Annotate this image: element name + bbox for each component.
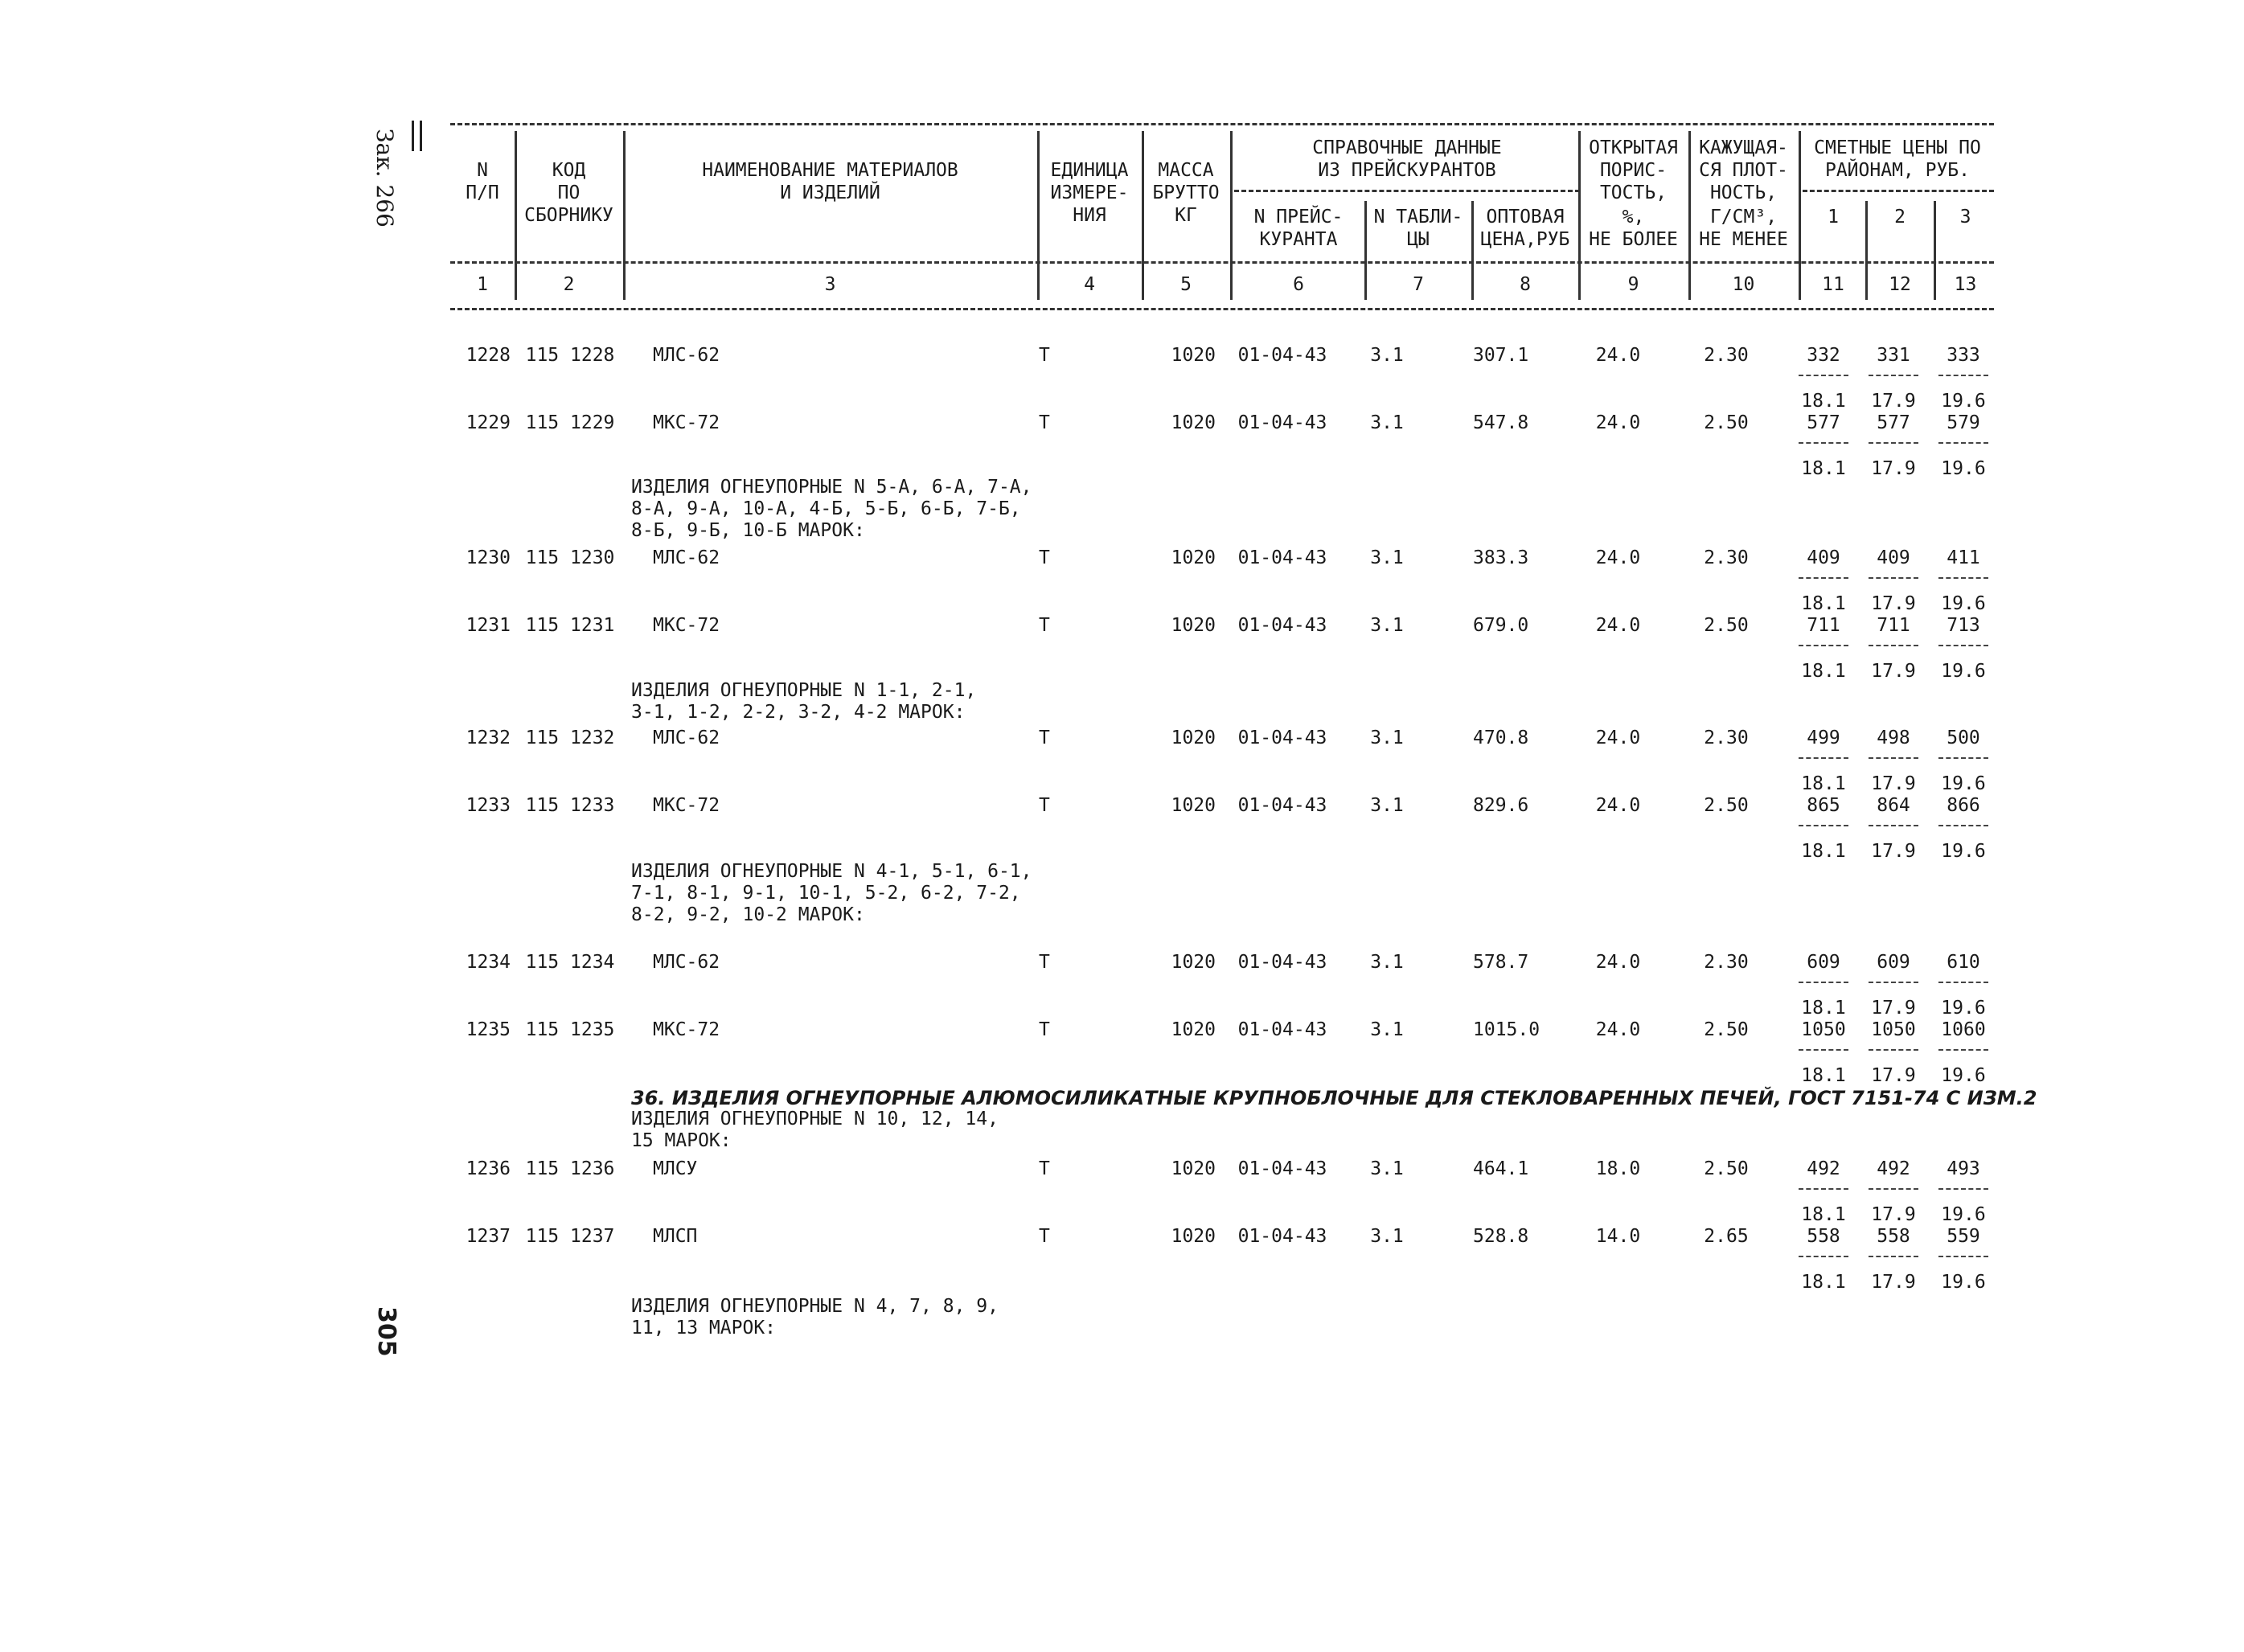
row-code: 115 1232 <box>525 728 615 748</box>
col10-line4: Г/СМ³, <box>1709 207 1778 228</box>
row-region1-price: 409 <box>1807 547 1840 568</box>
fraction-bar <box>1799 1049 1848 1051</box>
fraction-bar <box>1938 1188 1988 1190</box>
row-region1-price: 577 <box>1807 412 1840 433</box>
ref-group-line2: ИЗ ПРЕЙСКУРАНТОВ <box>1318 160 1496 181</box>
row-region1-coef: 18.1 <box>1801 1204 1846 1225</box>
row-region3-price: 713 <box>1947 615 1980 636</box>
row-table: 3.1 <box>1370 728 1404 748</box>
row-pricelist: 01-04-43 <box>1237 952 1327 973</box>
row-region3-price: 1060 <box>1941 1019 1986 1040</box>
row-region1-coef: 18.1 <box>1801 458 1846 479</box>
row-region2-coef: 17.9 <box>1871 773 1916 794</box>
row-region2-price: 331 <box>1877 345 1910 366</box>
row-code: 115 1231 <box>525 615 615 636</box>
group-caption: ИЗДЕЛИЯ ОГНЕУПОРНЫЕ N 1-1, 2-1, 3-1, 1-2, 2-2, 3-2, 4-2 МАРОК: <box>631 680 977 723</box>
row-unit: Т <box>1039 615 1050 636</box>
row-pricelist: 01-04-43 <box>1237 615 1327 636</box>
row-name: МЛС-62 <box>653 952 720 973</box>
row-region2-coef: 17.9 <box>1871 593 1916 614</box>
fraction-bar <box>1799 1256 1848 1257</box>
row-region2-price: 577 <box>1877 412 1910 433</box>
fraction-bar <box>1869 375 1918 376</box>
row-name: МКС-72 <box>653 795 720 816</box>
fraction-bar <box>1799 825 1848 826</box>
row-unit: Т <box>1039 795 1050 816</box>
section-heading: 36. ИЗДЕЛИЯ ОГНЕУПОРНЫЕ АЛЮМОСИЛИКАТНЫЕ КРУПНОБЛОЧНЫЕ ДЛЯ СТЕКЛОВАРЕННЫХ ПЕЧЕЙ, ГОСТ 7151-74 С ИЗМ.2 <box>631 1087 2037 1109</box>
row-wholesale-price: 1015.0 <box>1473 1019 1540 1040</box>
row-porosity: 24.0 <box>1595 615 1641 636</box>
row-name: МЛС-62 <box>653 345 720 366</box>
row-number: 1228 <box>466 345 511 366</box>
col10-line1: КАЖУЩАЯ- <box>1699 137 1788 158</box>
col5-line2: БРУТТО <box>1152 182 1220 203</box>
fraction-bar <box>1869 442 1918 444</box>
row-region1-coef: 18.1 <box>1801 593 1846 614</box>
col3-line1: НАИМЕНОВАНИЕ МАТЕРИАЛОВ <box>702 160 958 181</box>
row-region2-coef: 17.9 <box>1871 841 1916 862</box>
row-mass: 1020 <box>1171 728 1216 748</box>
col-number: 7 <box>1413 274 1424 295</box>
col4-line2: ИЗМЕРЕ- <box>1050 182 1129 203</box>
row-number: 1231 <box>466 615 511 636</box>
fraction-bar <box>1799 645 1848 646</box>
row-name: МЛСУ <box>653 1158 698 1179</box>
row-density: 2.30 <box>1704 345 1749 366</box>
row-region2-price: 492 <box>1877 1158 1910 1179</box>
fraction-bar <box>1799 1188 1848 1190</box>
col-number: 2 <box>563 274 575 295</box>
row-region3-price: 559 <box>1947 1226 1980 1247</box>
row-porosity: 24.0 <box>1595 795 1641 816</box>
fraction-bar <box>1869 1256 1918 1257</box>
row-porosity: 24.0 <box>1595 728 1641 748</box>
row-mass: 1020 <box>1171 952 1216 973</box>
row-mass: 1020 <box>1171 547 1216 568</box>
col-divider <box>623 131 626 300</box>
header-mid-rule <box>450 261 1994 264</box>
row-region2-price: 609 <box>1877 952 1910 973</box>
fraction-bar <box>1938 1049 1988 1051</box>
col5-line1: МАССА <box>1158 160 1214 181</box>
col7-line1: N ТАБЛИ- <box>1373 207 1463 228</box>
col-number: 10 <box>1732 274 1755 295</box>
col2-line1: КОД <box>552 160 586 181</box>
row-region1-price: 492 <box>1807 1158 1840 1179</box>
row-mass: 1020 <box>1171 615 1216 636</box>
col-number: 4 <box>1084 274 1095 295</box>
col-number: 9 <box>1627 274 1639 295</box>
row-code: 115 1228 <box>525 345 615 366</box>
row-mass: 1020 <box>1171 1226 1216 1247</box>
col4-line3: НИЯ <box>1073 205 1106 226</box>
group-caption: ИЗДЕЛИЯ ОГНЕУПОРНЫЕ N 5-А, 6-А, 7-А, 8-А, 9-А, 10-А, 4-Б, 5-Б, 6-Б, 7-Б, 8-Б, 9-Б, 10-Б МАРОК: <box>631 477 1032 541</box>
row-number: 1237 <box>466 1226 511 1247</box>
row-code: 115 1229 <box>525 412 615 433</box>
col9-line2: ПОРИС- <box>1599 160 1668 181</box>
row-code: 115 1230 <box>525 547 615 568</box>
row-region1-coef: 18.1 <box>1801 998 1846 1019</box>
row-wholesale-price: 307.1 <box>1473 345 1529 366</box>
fraction-bar <box>1869 1049 1918 1051</box>
row-table: 3.1 <box>1370 412 1404 433</box>
fraction-bar <box>1869 1188 1918 1190</box>
row-table: 3.1 <box>1370 795 1404 816</box>
row-pricelist: 01-04-43 <box>1237 412 1327 433</box>
row-region2-coef: 17.9 <box>1871 1272 1916 1293</box>
row-region2-price: 864 <box>1877 795 1910 816</box>
row-code: 115 1237 <box>525 1226 615 1247</box>
fraction-bar <box>1799 375 1848 376</box>
col-number: 3 <box>824 274 836 295</box>
row-name: МКС-72 <box>653 1019 720 1040</box>
row-region2-price: 409 <box>1877 547 1910 568</box>
row-code: 115 1236 <box>525 1158 615 1179</box>
row-porosity: 24.0 <box>1595 952 1641 973</box>
col9-line3: ТОСТЬ, <box>1599 182 1668 203</box>
row-region3-price: 411 <box>1947 547 1980 568</box>
row-density: 2.65 <box>1704 1226 1749 1247</box>
row-region1-coef: 18.1 <box>1801 841 1846 862</box>
col-number: 5 <box>1180 274 1192 295</box>
row-table: 3.1 <box>1370 345 1404 366</box>
row-wholesale-price: 547.8 <box>1473 412 1529 433</box>
margin-rule <box>420 121 422 151</box>
row-porosity: 24.0 <box>1595 412 1641 433</box>
col2-line3: СБОРНИКУ <box>524 205 613 226</box>
row-region1-coef: 18.1 <box>1801 773 1846 794</box>
row-density: 2.50 <box>1704 1158 1749 1179</box>
price-group-line2: РАЙОНАМ, РУБ. <box>1824 160 1970 181</box>
row-region1-coef: 18.1 <box>1801 391 1846 412</box>
col9-line4: %, <box>1622 207 1645 228</box>
row-table: 3.1 <box>1370 952 1404 973</box>
col-number: 13 <box>1954 274 1977 295</box>
row-porosity: 14.0 <box>1595 1226 1641 1247</box>
row-region3-price: 333 <box>1947 345 1980 366</box>
col-divider <box>1230 131 1233 300</box>
header-bottom-rule <box>450 308 1994 310</box>
row-unit: Т <box>1039 1158 1050 1179</box>
row-unit: Т <box>1039 345 1050 366</box>
group-caption: ИЗДЕЛИЯ ОГНЕУПОРНЫЕ N 4, 7, 8, 9, 11, 13 МАРОК: <box>631 1296 999 1338</box>
row-region3-price: 493 <box>1947 1158 1980 1179</box>
row-density: 2.30 <box>1704 728 1749 748</box>
row-number: 1233 <box>466 795 511 816</box>
row-region1-price: 332 <box>1807 345 1840 366</box>
region-3-label: 3 <box>1959 207 1971 228</box>
row-wholesale-price: 578.7 <box>1473 952 1529 973</box>
row-pricelist: 01-04-43 <box>1237 547 1327 568</box>
fraction-bar <box>1799 982 1848 983</box>
fraction-bar <box>1799 577 1848 579</box>
row-name: МЛС-62 <box>653 547 720 568</box>
fraction-bar <box>1869 982 1918 983</box>
row-mass: 1020 <box>1171 795 1216 816</box>
row-porosity: 24.0 <box>1595 345 1641 366</box>
row-table: 3.1 <box>1370 615 1404 636</box>
row-code: 115 1233 <box>525 795 615 816</box>
fraction-bar <box>1938 577 1988 579</box>
row-region2-price: 711 <box>1877 615 1910 636</box>
col-divider <box>515 131 517 300</box>
row-unit: Т <box>1039 1226 1050 1247</box>
fraction-bar <box>1869 757 1918 759</box>
row-region1-price: 499 <box>1807 728 1840 748</box>
row-region3-price: 579 <box>1947 412 1980 433</box>
row-region2-coef: 17.9 <box>1871 1065 1916 1086</box>
row-region2-coef: 17.9 <box>1871 391 1916 412</box>
row-region2-coef: 17.9 <box>1871 1204 1916 1225</box>
row-number: 1232 <box>466 728 511 748</box>
row-porosity: 24.0 <box>1595 547 1641 568</box>
row-mass: 1020 <box>1171 1158 1216 1179</box>
region-1-label: 1 <box>1828 207 1839 228</box>
row-wholesale-price: 679.0 <box>1473 615 1529 636</box>
row-wholesale-price: 470.8 <box>1473 728 1529 748</box>
row-region2-price: 498 <box>1877 728 1910 748</box>
row-unit: Т <box>1039 952 1050 973</box>
row-region1-coef: 18.1 <box>1801 1272 1846 1293</box>
row-pricelist: 01-04-43 <box>1237 345 1327 366</box>
col-number: 8 <box>1520 274 1531 295</box>
fraction-bar <box>1938 645 1988 646</box>
row-wholesale-price: 829.6 <box>1473 795 1529 816</box>
fraction-bar <box>1938 442 1988 444</box>
header-top-rule <box>450 123 1994 125</box>
row-density: 2.30 <box>1704 547 1749 568</box>
row-region1-coef: 18.1 <box>1801 1065 1846 1086</box>
row-region3-coef: 19.6 <box>1941 593 1986 614</box>
col10-line2: СЯ ПЛОТ- <box>1699 160 1788 181</box>
col1-line2: П/П <box>466 182 499 203</box>
row-region3-coef: 19.6 <box>1941 1272 1986 1293</box>
row-region2-price: 558 <box>1877 1226 1910 1247</box>
row-density: 2.50 <box>1704 1019 1749 1040</box>
row-code: 115 1234 <box>525 952 615 973</box>
fraction-bar <box>1869 825 1918 826</box>
row-region3-coef: 19.6 <box>1941 1065 1986 1086</box>
row-region3-coef: 19.6 <box>1941 391 1986 412</box>
region-2-label: 2 <box>1894 207 1906 228</box>
row-unit: Т <box>1039 728 1050 748</box>
row-region1-price: 609 <box>1807 952 1840 973</box>
row-wholesale-price: 464.1 <box>1473 1158 1529 1179</box>
col6-line2: КУРАНТА <box>1259 229 1338 250</box>
row-porosity: 18.0 <box>1595 1158 1641 1179</box>
row-region3-price: 866 <box>1947 795 1980 816</box>
col-number: 1 <box>477 274 488 295</box>
fraction-bar <box>1938 757 1988 759</box>
row-name: МКС-72 <box>653 615 720 636</box>
row-pricelist: 01-04-43 <box>1237 795 1327 816</box>
row-region2-coef: 17.9 <box>1871 661 1916 682</box>
price-group-line1: СМЕТНЫЕ ЦЕНЫ ПО <box>1814 137 1981 158</box>
row-number: 1235 <box>466 1019 511 1040</box>
fraction-bar <box>1938 982 1988 983</box>
row-region1-price: 711 <box>1807 615 1840 636</box>
row-region3-coef: 19.6 <box>1941 661 1986 682</box>
row-table: 3.1 <box>1370 1019 1404 1040</box>
row-density: 2.50 <box>1704 412 1749 433</box>
ref-group-line1: СПРАВОЧНЫЕ ДАННЫЕ <box>1312 137 1502 158</box>
row-region2-coef: 17.9 <box>1871 458 1916 479</box>
row-pricelist: 01-04-43 <box>1237 1019 1327 1040</box>
row-number: 1234 <box>466 952 511 973</box>
fraction-bar <box>1869 645 1918 646</box>
col-number: 6 <box>1293 274 1304 295</box>
row-table: 3.1 <box>1370 1158 1404 1179</box>
row-region1-price: 865 <box>1807 795 1840 816</box>
row-region3-price: 610 <box>1947 952 1980 973</box>
row-wholesale-price: 528.8 <box>1473 1226 1529 1247</box>
col1-line1: N <box>477 160 488 181</box>
row-region2-price: 1050 <box>1871 1019 1916 1040</box>
col5-line3: КГ <box>1175 205 1197 226</box>
col8-line1: ОПТОВАЯ <box>1486 207 1565 228</box>
ref-group-rule <box>1234 190 1580 192</box>
row-number: 1236 <box>466 1158 511 1179</box>
col2-line2: ПО <box>557 182 580 203</box>
price-group-rule <box>1803 190 1994 192</box>
row-unit: Т <box>1039 412 1050 433</box>
row-region1-coef: 18.1 <box>1801 661 1846 682</box>
row-region3-coef: 19.6 <box>1941 1204 1986 1225</box>
row-number: 1230 <box>466 547 511 568</box>
col3-line2: И ИЗДЕЛИЙ <box>780 182 880 203</box>
col7-line2: ЦЫ <box>1407 229 1430 250</box>
col-number: 12 <box>1889 274 1911 295</box>
order-label: Зак. 266 <box>371 129 398 228</box>
page-number: 305 <box>372 1306 400 1357</box>
row-mass: 1020 <box>1171 345 1216 366</box>
col8-line2: ЦЕНА,РУБ <box>1480 229 1570 250</box>
row-code: 115 1235 <box>525 1019 615 1040</box>
col6-line1: N ПРЕЙС- <box>1253 207 1344 228</box>
fraction-bar <box>1938 825 1988 826</box>
row-name: МКС-72 <box>653 412 720 433</box>
group-caption: ИЗДЕЛИЯ ОГНЕУПОРНЫЕ N 10, 12, 14, 15 МАРОК: <box>631 1109 999 1151</box>
row-region3-coef: 19.6 <box>1941 841 1986 862</box>
row-number: 1229 <box>466 412 511 433</box>
margin-rule <box>412 121 414 151</box>
row-wholesale-price: 383.3 <box>1473 547 1529 568</box>
col10-line5: НЕ МЕНЕЕ <box>1699 229 1788 250</box>
col9-line5: НЕ БОЛЕЕ <box>1589 229 1678 250</box>
row-mass: 1020 <box>1171 412 1216 433</box>
fraction-bar <box>1938 375 1988 376</box>
row-name: МЛСП <box>653 1226 698 1247</box>
fraction-bar <box>1938 1256 1988 1257</box>
row-region3-coef: 19.6 <box>1941 998 1986 1019</box>
col9-line1: ОТКРЫТАЯ <box>1589 137 1678 158</box>
row-table: 3.1 <box>1370 547 1404 568</box>
col-number: 11 <box>1822 274 1844 295</box>
group-caption: ИЗДЕЛИЯ ОГНЕУПОРНЫЕ N 4-1, 5-1, 6-1, 7-1, 8-1, 9-1, 10-1, 5-2, 6-2, 7-2, 8-2, 9-2, 10-2 МАРОК: <box>631 861 1032 925</box>
row-unit: Т <box>1039 547 1050 568</box>
row-density: 2.30 <box>1704 952 1749 973</box>
row-table: 3.1 <box>1370 1226 1404 1247</box>
row-porosity: 24.0 <box>1595 1019 1641 1040</box>
row-region3-coef: 19.6 <box>1941 458 1986 479</box>
fraction-bar <box>1869 577 1918 579</box>
row-pricelist: 01-04-43 <box>1237 1226 1327 1247</box>
fraction-bar <box>1799 757 1848 759</box>
row-region1-price: 1050 <box>1801 1019 1846 1040</box>
row-density: 2.50 <box>1704 795 1749 816</box>
row-pricelist: 01-04-43 <box>1237 1158 1327 1179</box>
row-name: МЛС-62 <box>653 728 720 748</box>
fraction-bar <box>1799 442 1848 444</box>
row-mass: 1020 <box>1171 1019 1216 1040</box>
row-density: 2.50 <box>1704 615 1749 636</box>
row-pricelist: 01-04-43 <box>1237 728 1327 748</box>
col10-line3: НОСТЬ, <box>1709 182 1778 203</box>
row-region1-price: 558 <box>1807 1226 1840 1247</box>
row-region3-coef: 19.6 <box>1941 773 1986 794</box>
row-region2-coef: 17.9 <box>1871 998 1916 1019</box>
row-region3-price: 500 <box>1947 728 1980 748</box>
row-unit: Т <box>1039 1019 1050 1040</box>
col4-line1: ЕДИНИЦА <box>1050 160 1129 181</box>
